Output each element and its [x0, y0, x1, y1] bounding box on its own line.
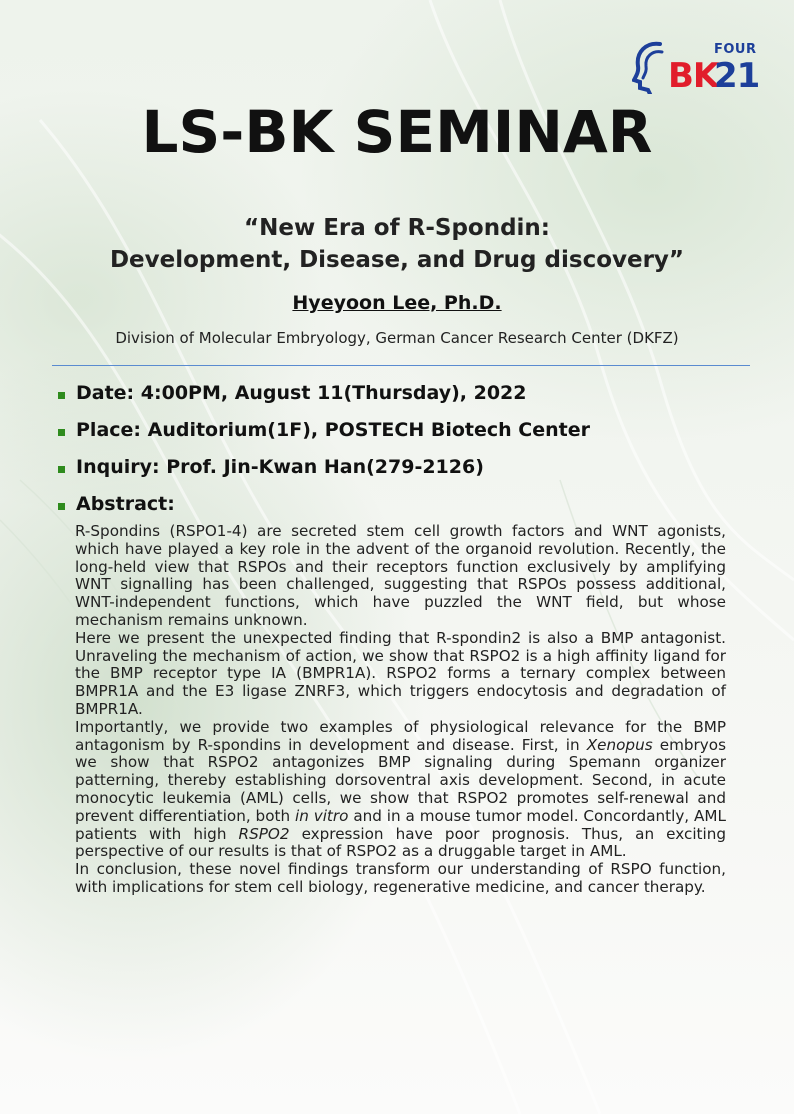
bullet-icon: [58, 503, 65, 510]
head-profile-icon: [632, 38, 672, 94]
abstract-paragraph-2: Here we present the unexpected finding that R-spondin2 is also a BMP antagonist. Unraveling the mechanism of action, we show that RSPO2 is a high affinity ligand for the BMP receptor type IA (BMPR1A). RSPO2 forms a ternary complex between BMPR1A and the E3 ligase ZNRF3, which triggers endocytosis and degradation of BMPR1A.: [75, 628, 726, 718]
info-place-text: Place: Auditorium(1F), POSTECH Biotech Center: [76, 419, 590, 441]
info-inquiry-text: Inquiry: Prof. Jin-Kwan Han(279-2126): [76, 456, 484, 478]
abstract-p3-part-d: expression have poor prognosis. Thus, an exciting perspective of our results is that of RSPO2 as a druggable target in AML.: [75, 824, 726, 861]
talk-title-line-2: Development, Disease, and Drug discovery”: [109, 247, 685, 273]
bk21-four-logo: [632, 36, 760, 96]
abstract-heading-text: Abstract:: [76, 493, 175, 515]
info-date: [58, 382, 758, 419]
speaker-name: Hyeyoon Lee, Ph.D.: [292, 292, 502, 314]
info-date-text: Date: 4:00PM, August 11(Thursday), 2022: [76, 382, 527, 404]
bullet-icon: [58, 392, 65, 399]
xenopus-italic: Xenopus: [586, 735, 653, 754]
rspo2-italic: RSPO2: [238, 824, 290, 843]
abstract-paragraph-3: [75, 719, 726, 861]
seminar-info-list: [58, 382, 758, 530]
info-place: [58, 419, 758, 456]
talk-title-line-1: “New Era of R-Spondin:: [244, 215, 550, 241]
logo-four-text: FOUR: [714, 42, 757, 57]
bullet-icon: [58, 466, 65, 473]
divider-line: [52, 365, 750, 366]
talk-title: [0, 212, 794, 276]
abstract-p3-part-b: embryos we show that RSPO2 antagonizes BMP signaling during Spemann organizer patterning, thereby establishing dorsoventral axis development. Second, in acute monocytic leukemia (AML) cells, we show that RSPO2 promotes self-renewal and prevent differentiation, both: [75, 735, 726, 825]
abstract-paragraph-4: In conclusion, these novel findings transform our understanding of RSPO function, with implications for stem cell biology, regenerative medicine, and cancer therapy.: [75, 860, 726, 896]
in-vitro-italic: in vitro: [294, 806, 349, 825]
speaker-affiliation: Division of Molecular Embryology, German Cancer Research Center (DKFZ): [115, 329, 679, 347]
logo-bk-text: BK: [668, 56, 719, 96]
bullet-icon: [58, 429, 65, 436]
abstract-p3-part-c: and in a mouse tumor model. Concordantly, AML patients with high: [75, 806, 726, 843]
seminar-title: LS-BK SEMINAR: [141, 98, 653, 166]
logo-21-text: 21: [714, 56, 760, 96]
abstract-p3-part-a: Importantly, we provide two examples of physiological relevance for the BMP antagonism by R-spondins in development and disease. First, in: [75, 717, 726, 754]
abstract-paragraph-1: R-Spondins (RSPO1-4) are secreted stem cell growth factors and WNT agonists, which have played a key role in the advent of the organoid revolution. Recently, the long-held view that RSPOs and their receptors function exclusively by amplifying WNT signalling has been challenged, suggesting that RSPOs possess additional, WNT-independent functions, which have puzzled the WNT field, but whose mechanism remains unknown.: [75, 522, 726, 629]
abstract-body: [75, 523, 726, 897]
info-inquiry: [58, 456, 758, 493]
